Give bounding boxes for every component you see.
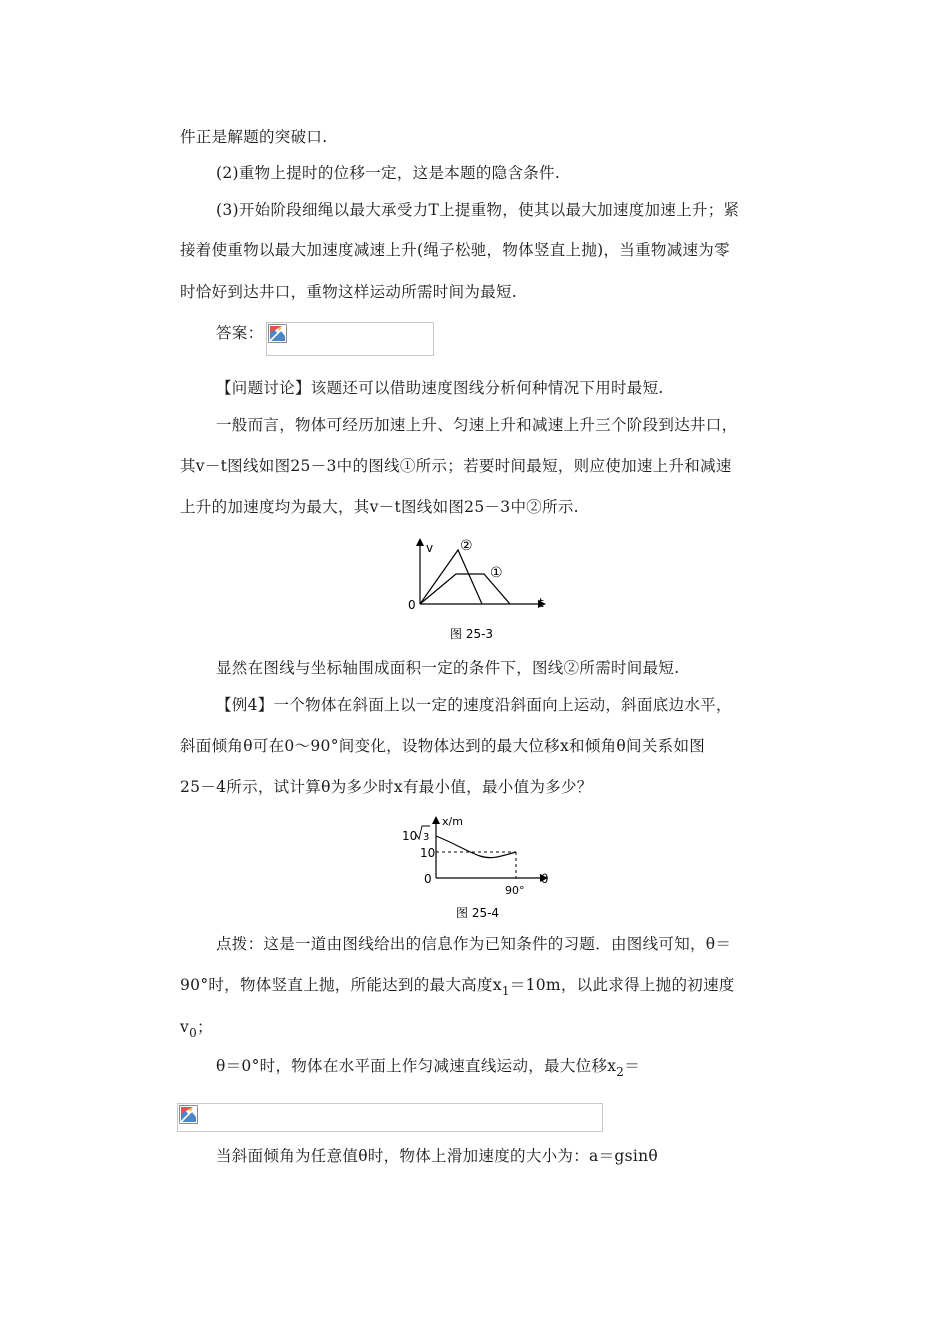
paragraph-line: 【例4】一个物体在斜面上以一定的速度沿斜面向上运动，斜面底边水平， bbox=[216, 696, 732, 714]
paragraph-line: (2)重物上提时的位移一定，这是本题的隐含条件. bbox=[216, 164, 561, 182]
text-span: v bbox=[180, 1018, 190, 1036]
paragraph-line bbox=[216, 1056, 640, 1077]
paragraph-line: 时恰好到达井口，重物这样运动所需时间为最短. bbox=[180, 283, 518, 301]
curve-1-label: ① bbox=[490, 565, 503, 581]
x-axis-label: θ bbox=[541, 872, 549, 886]
figure-25-4 bbox=[398, 812, 556, 924]
x-theta-curve bbox=[436, 836, 516, 858]
paragraph-line bbox=[180, 975, 735, 996]
text-span: θ＝0°时，物体在水平面上作匀减速直线运动，最大位移x bbox=[216, 1057, 617, 1075]
paragraph-line: 件正是解题的突破口. bbox=[180, 128, 328, 146]
paragraph-line: 其v－t图线如图25－3中的图线①所示；若要时间最短，则应使加速上升和减速 bbox=[180, 457, 732, 475]
y-axis-label: x/m bbox=[442, 815, 463, 828]
broken-image-formula bbox=[177, 1103, 603, 1132]
broken-image-icon bbox=[268, 324, 287, 343]
text-span: ＝10m，以此求得上抛的初速度 bbox=[509, 976, 735, 994]
y-axis-label: v bbox=[426, 541, 434, 555]
paragraph-line: (3)开始阶段细绳以最大承受力T上提重物，使其以最大加速度加速上升；紧 bbox=[216, 201, 740, 219]
text-span: ＝ bbox=[624, 1057, 641, 1075]
origin-label: 0 bbox=[424, 872, 432, 886]
x-tick: 90° bbox=[505, 884, 525, 897]
y-tick-top: 10 bbox=[402, 829, 418, 843]
text-span: 90°时，物体竖直上抛，所能达到的最大高度x bbox=[180, 976, 502, 994]
paragraph-line: 上升的加速度均为最大，其v－t图线如图25－3中②所示. bbox=[180, 498, 579, 516]
broken-image-icon bbox=[179, 1105, 198, 1124]
figure-caption: 图 25-4 bbox=[456, 906, 500, 920]
curve-2-label: ② bbox=[460, 538, 473, 554]
paragraph-line bbox=[180, 1017, 213, 1038]
answer-label: 答案： bbox=[216, 324, 264, 342]
paragraph-line: 一般而言，物体可经历加速上升、匀速上升和减速上升三个阶段到达井口， bbox=[216, 416, 738, 434]
paragraph-line: 接着使重物以最大加速度减速上升(绳子松驰，物体竖直上抛)，当重物减速为零 bbox=[180, 241, 730, 259]
y-tick-top-radical: 3 bbox=[423, 832, 430, 843]
text-span: ； bbox=[197, 1018, 213, 1036]
paragraph-line: 斜面倾角θ可在0～90°间变化，设物体达到的最大位移x和倾角θ间关系如图 bbox=[180, 737, 706, 755]
figure-caption: 图 25-3 bbox=[450, 627, 494, 641]
paragraph-line: 显然在图线与坐标轴围成面积一定的条件下，图线②所需时间最短. bbox=[216, 659, 680, 677]
y-axis-arrow bbox=[432, 816, 440, 824]
x-axis-label: t bbox=[539, 596, 544, 610]
subscript: 0 bbox=[189, 1026, 197, 1040]
subscript: 2 bbox=[616, 1065, 625, 1079]
y-tick-mid: 10 bbox=[420, 846, 436, 860]
broken-image-answer bbox=[266, 322, 434, 356]
y-axis-arrow bbox=[416, 538, 424, 546]
subscript: 1 bbox=[501, 984, 510, 998]
origin-label: 0 bbox=[408, 598, 416, 612]
paragraph-line: 当斜面倾角为任意值θ时，物体上滑加速度的大小为：a＝gsinθ bbox=[216, 1147, 659, 1165]
figure-25-3 bbox=[398, 532, 554, 642]
paragraph-line: 【问题讨论】该题还可以借助速度图线分析何种情况下用时最短. bbox=[216, 379, 664, 397]
paragraph-line: 25－4所示，试计算θ为多少时x有最小值，最小值为多少？ bbox=[180, 778, 593, 796]
paragraph-line: 点拨：这是一道由图线给出的信息作为已知条件的习题．由图线可知，θ＝ bbox=[216, 935, 732, 953]
